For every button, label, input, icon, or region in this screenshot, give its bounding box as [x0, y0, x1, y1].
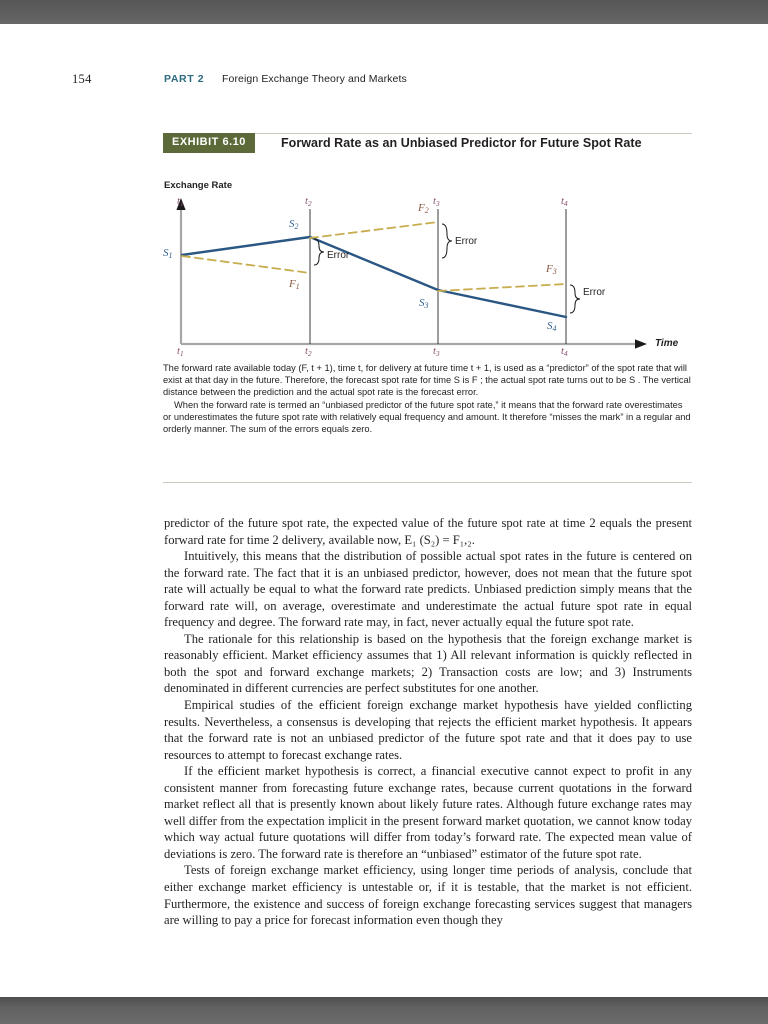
body-paragraph-2: Intuitively, this means that the distribution of possible actual spot rates in the future is centered on the forward rate. The fact that it is an unbiased predictor, however, does not mean that the future spot rate will actually be equal to what the forward rate predicts. Unbiased prediction simply means that the forward rate will, on average, overestimate and underestimate the actual future spot rate in equal frequency and degree. The forward rate may, in fact, never actually equal the future spot rate.	[164, 549, 692, 630]
x-tick-label-t4: $t_4$	[561, 346, 568, 358]
data-label-f1: $F_1$	[289, 278, 300, 291]
body-paragraph-1: predictor of the future spot rate, the expected value of the future spot rate at time 2 equals the present forward rate for time 2 delivery, available now, E₁ (S₂) = F₁,₂.	[164, 516, 692, 547]
error-label-2: Error	[455, 236, 478, 247]
error-label-1: Error	[327, 250, 350, 261]
exhibit-chart	[163, 180, 692, 358]
caption-paragraph-2: When the forward rate is termed an “unbiased predictor of the future spot rate,” it means that the forward rate overestimates or underestimates the future spot rate with relatively equal frequency and amount. It therefore “misses the mark” in a regular and orderly manner. The sum of the errors equals zero.	[163, 399, 691, 435]
error-brace-3	[570, 285, 580, 313]
error-brace-2	[442, 224, 452, 258]
body-text	[164, 515, 692, 929]
exhibit-rule-bottom	[163, 482, 692, 483]
x-axis-title: Time	[655, 338, 679, 349]
forward-rate-segment-3	[438, 284, 566, 291]
part-label: PART 2	[164, 73, 205, 85]
document-page	[0, 24, 768, 997]
part-title: Foreign Exchange Theory and Markets	[222, 73, 407, 85]
top-tick-label-t4: $t_4$	[561, 196, 568, 208]
top-tick-label-t3: $t_3$	[433, 196, 440, 208]
exhibit-title: Forward Rate as an Unbiased Predictor for Future Spot Rate	[281, 136, 642, 150]
body-paragraph-6: Tests of foreign exchange market efficiency, using longer time periods of analysis, conclude that either exchange market efficiency is untestable or, if it is testable, that the market is not efficient. Furthermore, the existence and success of foreign exchange forecasting services suggest that managers are willing to pay a price for forecast information even though they	[164, 863, 692, 928]
viewer-top-band	[0, 0, 768, 24]
spot-rate-line	[182, 237, 566, 317]
caption-paragraph-1: The forward rate available today (F, t + 1), time t, for delivery at future time t + 1, is used as a “predictor” of the spot rate that will exist at that day in the future. Therefore, the forecast spot rate for time S is F ; the actual spot rate turns out to be S . The vertical distance between the prediction and the actual spot rate is the forecast error.	[163, 363, 691, 398]
data-label-s2: $S_2$	[289, 218, 299, 231]
body-paragraph-4: Empirical studies of the efficient foreign exchange market hypothesis have yielded conflicting results. Nevertheless, a consensus is developing that rejects the efficient market hypothesis. It appears that the forward rate is not an unbiased predictor of the future spot rate and that it does pay to use resources to attempt to forecast exchange rates.	[164, 698, 692, 762]
error-label-3: Error	[583, 287, 606, 298]
forward-rate-segment-1	[182, 256, 310, 273]
data-label-f2: $F_2$	[418, 202, 429, 215]
exhibit-badge: EXHIBIT 6.10	[163, 133, 255, 153]
page-number: 154	[72, 72, 92, 86]
y-axis-title: Exchange Rate	[164, 180, 233, 191]
data-label-s3: $S_3$	[419, 297, 429, 310]
exhibit-block	[163, 133, 692, 435]
body-paragraph-3: The rationale for this relationship is based on the hypothesis that the foreign exchange market is reasonably efficient. Market efficiency assumes that 1) All relevant information is quickly reflected in both the spot and forward exchange markets; 2) Transaction costs are low; and 3) Instruments denominated in different currencies are perfect substitutes for one another.	[164, 631, 692, 696]
x-tick-label-t1: $t_1$	[177, 346, 184, 358]
body-paragraph-5: If the efficient market hypothesis is correct, a financial executive cannot expect to profit in any consistent manner from forecasting future exchange rates, because current quotations in the forward market reflect all that is presently known about likely future rates. Although future exchange rates may well differ from the expectation implicit in the present forward market quotation, we cannot know today which way actual future quotations will differ from today’s forward rate. The expected mean value of deviations is zero. The forward rate is therefore an “unbiased” estimator of the future spot rate.	[164, 764, 692, 861]
running-head	[0, 72, 768, 90]
data-label-f3: $F_3$	[546, 263, 557, 276]
data-label-s1: $S_1$	[163, 247, 173, 260]
x-axis-arrow-icon	[635, 339, 647, 348]
data-label-s4: $S_4$	[547, 320, 557, 333]
exhibit-caption	[163, 362, 692, 435]
exhibit-header	[163, 133, 692, 159]
x-tick-label-t2: $t_2$	[305, 346, 312, 358]
forward-rate-segment-2	[310, 222, 438, 238]
x-tick-label-t3: $t_3$	[433, 346, 440, 358]
top-tick-label-t2: $t_2$	[305, 196, 312, 208]
viewer-bottom-band	[0, 997, 768, 1024]
top-tick-label-t1: $t_1$	[177, 196, 184, 208]
